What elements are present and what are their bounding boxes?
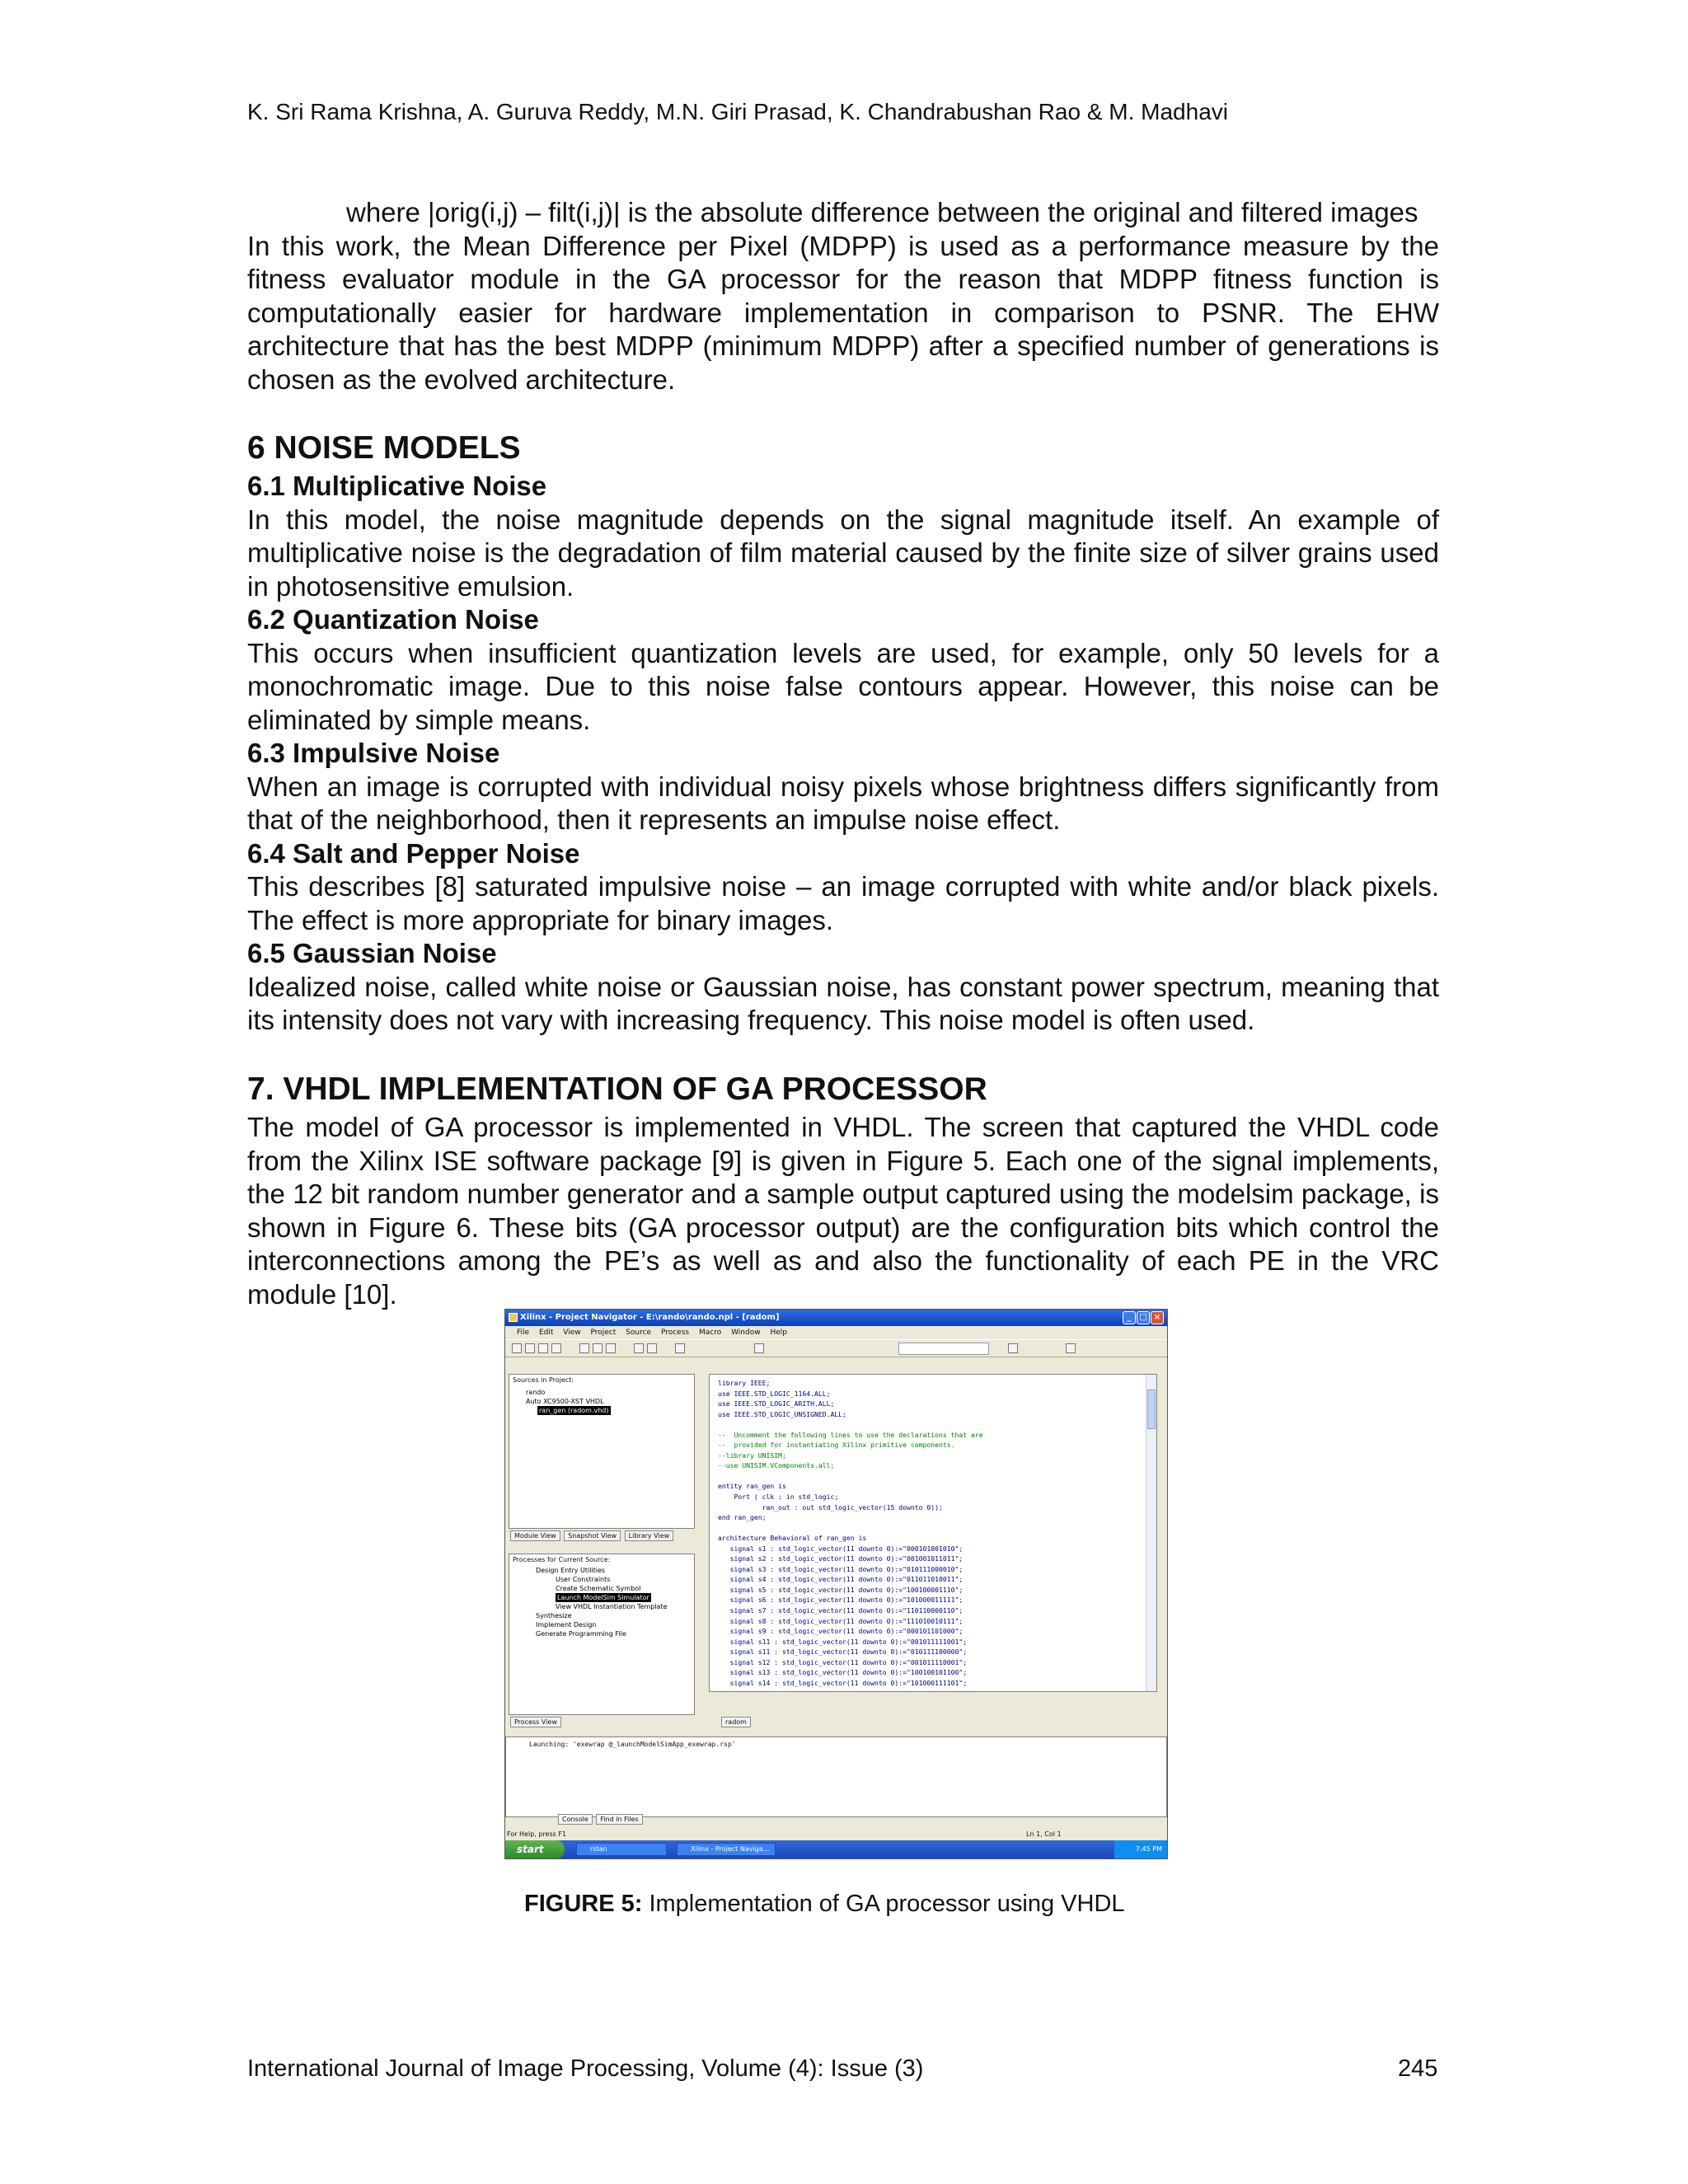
paste-icon[interactable] — [606, 1343, 616, 1353]
subsection-6-1-text: In this model, the noise magnitude depends on the signal magnitude itself. An example of multiplicative noise is the degradation of film material caused by the finite size of silver grains used in photosensitive emulsion. — [247, 504, 1439, 602]
window-titlebar — [505, 1310, 1167, 1326]
subsection-6-2-title: 6.2 Quantization Noise — [247, 604, 539, 635]
caption-label: FIGURE 5: — [524, 1891, 643, 1917]
code-line: signal s12 : std_logic_vector(11 downto 0):="001011110001"; — [718, 1657, 968, 1666]
save-all-icon[interactable] — [551, 1343, 561, 1353]
figure-5-screenshot — [504, 1309, 1168, 1859]
footer-journal: International Journal of Image Processing, Volume (4): Issue (3) — [247, 2055, 924, 2082]
code-line: signal s4 : std_logic_vector(11 downto 0):="011011010011"; — [718, 1575, 964, 1584]
toolbar-combo-box[interactable] — [898, 1343, 989, 1355]
subsection-6-4-text: This describes [8] saturated impulsive noise – an image corrupted with white and/or black pixels. The effect is more appropriate for binary images. — [247, 871, 1439, 935]
taskbar-item-rstan[interactable]: rstan — [576, 1843, 667, 1856]
code-line: signal s7 : std_logic_vector(11 downto 0):="110110000110"; — [718, 1606, 964, 1615]
code-line: signal s11 : std_logic_vector(11 downto 0):="001011111001"; — [718, 1637, 968, 1646]
code-line: use IEEE.STD_LOGIC_1164.ALL; — [718, 1389, 831, 1398]
tab-console[interactable]: Console — [558, 1814, 593, 1825]
console-panel — [505, 1736, 1167, 1817]
system-tray-clock: 7:45 PM — [1114, 1840, 1167, 1858]
status-help: For Help, press F1 — [507, 1830, 567, 1838]
taskbar-item-xilinx[interactable]: Xilinx - Project Naviga... — [677, 1843, 776, 1856]
minimize-button[interactable]: _ — [1123, 1311, 1136, 1324]
code-line: architecture Behavioral of ran_gen is — [718, 1534, 867, 1543]
subsection-6-5-title: 6.5 Gaussian Noise — [247, 938, 497, 968]
section-6-body — [247, 470, 1439, 1038]
source-item-device[interactable]: Auto XC9500-XST VHDL — [526, 1398, 604, 1405]
window-title: Xilinx - Project Navigator - E:\rando\rando.npl - [radom] — [520, 1313, 780, 1322]
menu-window[interactable]: Window — [731, 1329, 761, 1337]
scrollbar-thumb[interactable] — [1147, 1390, 1156, 1429]
processes-title: Processes for Current Source: — [513, 1556, 611, 1563]
code-line: -- provided for instantiating Xilinx primitive components. — [718, 1441, 955, 1450]
status-bar — [505, 1829, 1167, 1840]
code-line: use IEEE.STD_LOGIC_ARITH.ALL; — [718, 1399, 835, 1408]
process-item[interactable]: Implement Design — [536, 1621, 597, 1629]
code-line: Port ( clk : in std_logic; — [718, 1493, 839, 1502]
code-line: -- Uncomment the following lines to use the declarations that are — [718, 1430, 983, 1439]
intro-body: In this work, the Mean Difference per Pixel (MDPP) is used as a performance measure by the fitness evaluator module in the GA processor for the reason that MDPP fitness function is computationally easier for hardware implementation in comparison to PSNR. The EHW architecture that has the best MDPP (minimum MDPP) after a specified number of generations is chosen as the evolved architecture. — [247, 230, 1439, 395]
subsection-6-4-title: 6.4 Salt and Pepper Noise — [247, 837, 580, 869]
subsection-6-3-title: 6.3 Impulsive Noise — [247, 738, 500, 768]
code-line: library IEEE; — [718, 1379, 771, 1387]
sources-title: Sources in Project: — [513, 1376, 574, 1384]
code-line — [718, 1419, 983, 1430]
caption-text: Implementation of GA processor using VHDL — [642, 1891, 1125, 1917]
console-output: Launching: 'exewrap @_launchModelSimApp_exewrap.rsp' — [529, 1741, 736, 1748]
figure-caption — [524, 1891, 1125, 1918]
tab-library-view[interactable]: Library View — [625, 1530, 674, 1541]
code-line: end ran_gen; — [718, 1513, 767, 1522]
menu-help[interactable]: Help — [770, 1329, 788, 1337]
code-line: signal s11 : std_logic_vector(11 downto 0):="010111100000"; — [718, 1647, 968, 1657]
process-view-tabs — [510, 1717, 563, 1727]
menu-edit[interactable]: Edit — [538, 1329, 554, 1337]
intro-paragraph — [247, 196, 1439, 396]
code-line: signal s14 : std_logic_vector(11 downto 0):="101000111101"; — [718, 1678, 968, 1687]
menu-process[interactable]: Process — [660, 1329, 690, 1337]
help-icon[interactable] — [754, 1343, 764, 1353]
save-icon[interactable] — [538, 1343, 548, 1353]
source-view-tabs — [510, 1530, 675, 1541]
process-item[interactable]: Synthesize — [536, 1612, 572, 1619]
code-line: signal s2 : std_logic_vector(11 downto 0):="001001011011"; — [718, 1554, 964, 1563]
process-item-selected[interactable]: Launch ModelSim Simulator — [557, 1594, 649, 1601]
tab-process-view[interactable]: Process View — [510, 1717, 561, 1727]
subsection-6-3-text: When an image is corrupted with individual noisy pixels whose brightness differs significantly from that of the neighborhood, then it represents an impulse noise effect. — [247, 771, 1439, 835]
close-button[interactable]: × — [1151, 1311, 1164, 1324]
code-editor[interactable] — [709, 1374, 1157, 1692]
processes-tree — [514, 1566, 668, 1638]
code-line: --library UNISIM; — [718, 1451, 786, 1460]
xilinx-app-icon — [509, 1313, 518, 1322]
subsection-6-2-text: This occurs when insufficient quantization levels are used, for example, only 50 levels for a monochromatic image. Due to this noise false contours appear. However, this noise can be eliminated by simple means. — [247, 637, 1439, 735]
console-tabs — [558, 1814, 645, 1825]
tab-radom[interactable]: radom — [721, 1717, 751, 1727]
lightbulb-icon[interactable] — [1066, 1343, 1076, 1353]
find-icon[interactable] — [675, 1343, 685, 1353]
source-item-ran-gen[interactable]: ran_gen (radom.vhd) — [539, 1407, 609, 1414]
section-7-body — [247, 1111, 1439, 1311]
process-item[interactable]: User Constraints — [556, 1576, 611, 1583]
sources-tree — [514, 1388, 611, 1415]
taskbar — [505, 1840, 1167, 1858]
code-line: signal s9 : std_logic_vector(11 downto 0):="000101101000"; — [718, 1627, 964, 1636]
menu-source[interactable]: Source — [626, 1329, 652, 1337]
code-line: signal s1 : std_logic_vector(11 downto 0):="000101001010"; — [718, 1544, 964, 1553]
processes-panel — [509, 1554, 695, 1715]
section-7-text: The model of GA processor is implemented in VHDL. The screen that captured the VHDL code from the Xilinx ISE software package [9] is given in Figure 5. Each one of the signal implements, the 12 bit random number generator and a sample output captured using the modelsim package, is shown in Figure 6. These bits (GA processor output) are the configuration bits which control the interconnections among the PE’s as well as and also the functionality of each PE in the VRC module [10]. — [247, 1112, 1439, 1310]
code-line: --use UNISIM.VComponents.all; — [718, 1461, 835, 1470]
editor-scrollbar[interactable] — [1146, 1375, 1156, 1691]
code-line: signal s5 : std_logic_vector(11 downto 0):="100100001110"; — [718, 1585, 964, 1594]
start-button[interactable]: start — [505, 1840, 565, 1858]
code-line: signal s3 : std_logic_vector(11 downto 0):="010111000010"; — [718, 1564, 964, 1573]
code-line: ran_out : out std_logic_vector(15 downto 0)); — [718, 1502, 943, 1511]
menu-view[interactable]: View — [563, 1329, 581, 1337]
cut-icon[interactable] — [579, 1343, 589, 1353]
menu-file[interactable]: File — [517, 1329, 530, 1337]
menu-macro[interactable]: Macro — [698, 1329, 722, 1337]
section-6-heading: 6 NOISE MODELS — [247, 430, 521, 466]
section-7-heading: 7. VHDL IMPLEMENTATION OF GA PROCESSOR — [247, 1071, 987, 1107]
subsection-6-5-text: Idealized noise, called white noise or Gaussian noise, has constant power spectrum, meaning that its intensity does not vary with increasing frequency. This noise model is often used. — [247, 971, 1439, 1035]
menu-project[interactable]: Project — [590, 1329, 617, 1337]
undo-icon[interactable] — [634, 1343, 644, 1353]
status-position: Ln 1, Col 1 — [1026, 1830, 1062, 1838]
subsection-6-1-title: 6.1 Multiplicative Noise — [247, 471, 547, 501]
open-file-icon[interactable] — [525, 1343, 535, 1353]
tab-snapshot-view[interactable]: Snapshot View — [564, 1530, 621, 1541]
new-file-icon[interactable] — [512, 1343, 522, 1353]
copy-icon[interactable] — [593, 1343, 603, 1353]
maximize-button[interactable]: □ — [1137, 1311, 1150, 1324]
tab-module-view[interactable]: Module View — [510, 1530, 560, 1541]
source-item-project[interactable]: rando — [526, 1389, 546, 1396]
code-line: entity ran_gen is — [718, 1482, 786, 1491]
process-item[interactable]: Create Schematic Symbol — [556, 1585, 641, 1592]
tab-find-in-files[interactable]: Find in Files — [596, 1814, 642, 1825]
code-line: signal s8 : std_logic_vector(11 downto 0):="111010010111"; — [718, 1616, 964, 1625]
process-item[interactable]: Design Entry Utilities — [536, 1567, 606, 1574]
process-item[interactable]: Generate Programming File — [536, 1630, 626, 1638]
bookmark-icon[interactable] — [1008, 1343, 1018, 1353]
process-item[interactable]: View VHDL Instantiation Template — [556, 1603, 668, 1610]
running-head: K. Sri Rama Krishna, A. Guruva Reddy, M.N. Giri Prasad, K. Chandrabushan Rao & M. Madhavi — [247, 99, 1228, 124]
sources-panel — [509, 1374, 695, 1529]
menu-bar — [505, 1326, 1167, 1339]
intro-first-line: where |orig(i,j) – filt(i,j)| is the absolute difference between the original and filtered images — [346, 197, 1418, 227]
code-line: use IEEE.STD_LOGIC_UNSIGNED.ALL; — [718, 1409, 846, 1418]
code-line — [718, 1471, 983, 1482]
vhdl-code — [718, 1378, 983, 1688]
editor-tabs — [721, 1717, 753, 1727]
code-line — [718, 1523, 983, 1534]
code-line: signal s6 : std_logic_vector(11 downto 0):="101000011111"; — [718, 1596, 964, 1605]
redo-icon[interactable] — [647, 1343, 657, 1353]
code-line: signal s13 : std_logic_vector(11 downto 0):="100100101100"; — [718, 1668, 968, 1677]
page-number: 245 — [1398, 2055, 1438, 2082]
toolbar — [505, 1339, 1167, 1357]
